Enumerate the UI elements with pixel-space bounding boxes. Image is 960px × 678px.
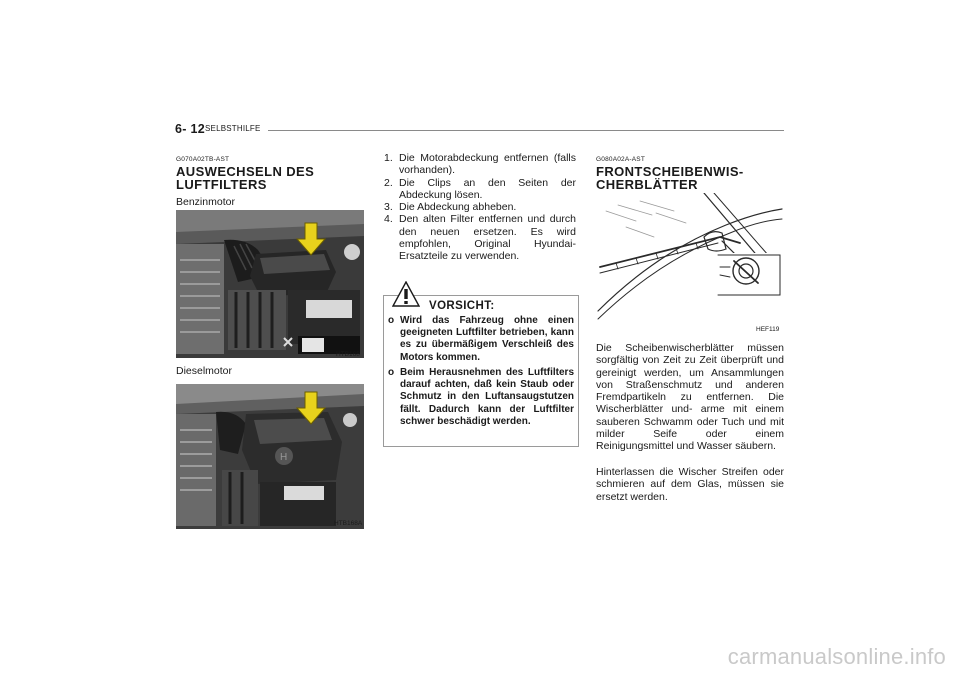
section-heading [596,165,744,191]
heading-line: LUFTFILTERS [176,177,267,192]
caution-text: Beim Herausnehmen des Luftfilters darauf achten, daß kein Staub oder Schmutz in den Luftansaugstutzen fällt. Dadurch kann der Luftfilter schwer beschädigt werden. [400,367,574,427]
step-text: Die Motorabdeckung entfernen (falls vorhanden). [399,152,576,177]
photo-reference: HTB168 [336,351,360,358]
section-code: G070A02TB-AST [176,156,230,163]
step-number: 2. [384,176,393,189]
bullet: o [388,367,395,378]
procedure-steps [384,152,576,263]
petrol-engine-label: Benzinmotor [176,196,235,208]
list-item [384,177,576,202]
watermark: carmanualsonline.info [727,644,946,669]
caution-title: VORSICHT: [429,300,495,312]
paragraph: Hinterlassen die Wischer Streifen oder schmieren auf dem Glas, müssen sie ersetzt werden. [596,466,784,503]
diesel-engine-label: Dieselmotor [176,365,233,377]
down-arrow-icon [296,222,326,256]
section-code: G080A02A-AST [596,156,646,163]
bullet: o [388,315,395,326]
paragraph: Die Scheibenwischerblätter müssen sorgfältig von Zeit zu Zeit überprüft und gereinigt werden, um Ansammlungen von Straßenschmutz und anderen Fremdpartikeln zu entfernen. Die Wischerblätter und- arme mit einem sauberen Schwamm oder Tuch und mit milder Seife oder einem Reinigungsmittel und Wasser säubern. [596,342,784,453]
photo-reference: HEF119 [756,326,780,333]
step-number: 4. [384,213,393,226]
section-heading [176,165,314,191]
list-item [384,201,576,213]
section-title: SELBSTHILFE [205,124,261,133]
svg-text:H: H [280,452,288,463]
heading-line: CHERBLÄTTER [596,177,698,192]
list-item [388,367,574,428]
diesel-engine-photo [176,384,364,529]
step-text: Die Abdeckung abheben. [399,201,517,214]
photo-reference: HTB168A [334,520,363,527]
list-item [384,152,576,177]
heading-line: AUSWECHSELN DES [176,164,315,179]
wiper-illustration [596,193,784,333]
step-number: 3. [384,201,393,214]
warning-triangle-icon [392,281,420,307]
header-rule [268,130,784,131]
caution-text: Wird das Fahrzeug ohne einen geeigneten Luftfilter betrieben, kann es zu übermäßigem Verschleiß des Motors kommen. [400,315,574,363]
step-number: 1. [384,152,393,164]
petrol-engine-photo [176,210,364,358]
heading-line: FRONTSCHEIBENWIS- [596,164,744,179]
down-arrow-icon [296,391,326,425]
step-text: Den alten Filter entfernen und durch den neuen ersetzen. Es wird empfohlen, Original Hyundai-Ersatzteile zu verwenden. [399,213,576,263]
list-item [388,315,574,364]
page-number: 6- 12 [175,122,205,136]
list-item [384,213,576,262]
step-text: Die Clips an den Seiten der Abdeckung lösen. [399,176,576,201]
